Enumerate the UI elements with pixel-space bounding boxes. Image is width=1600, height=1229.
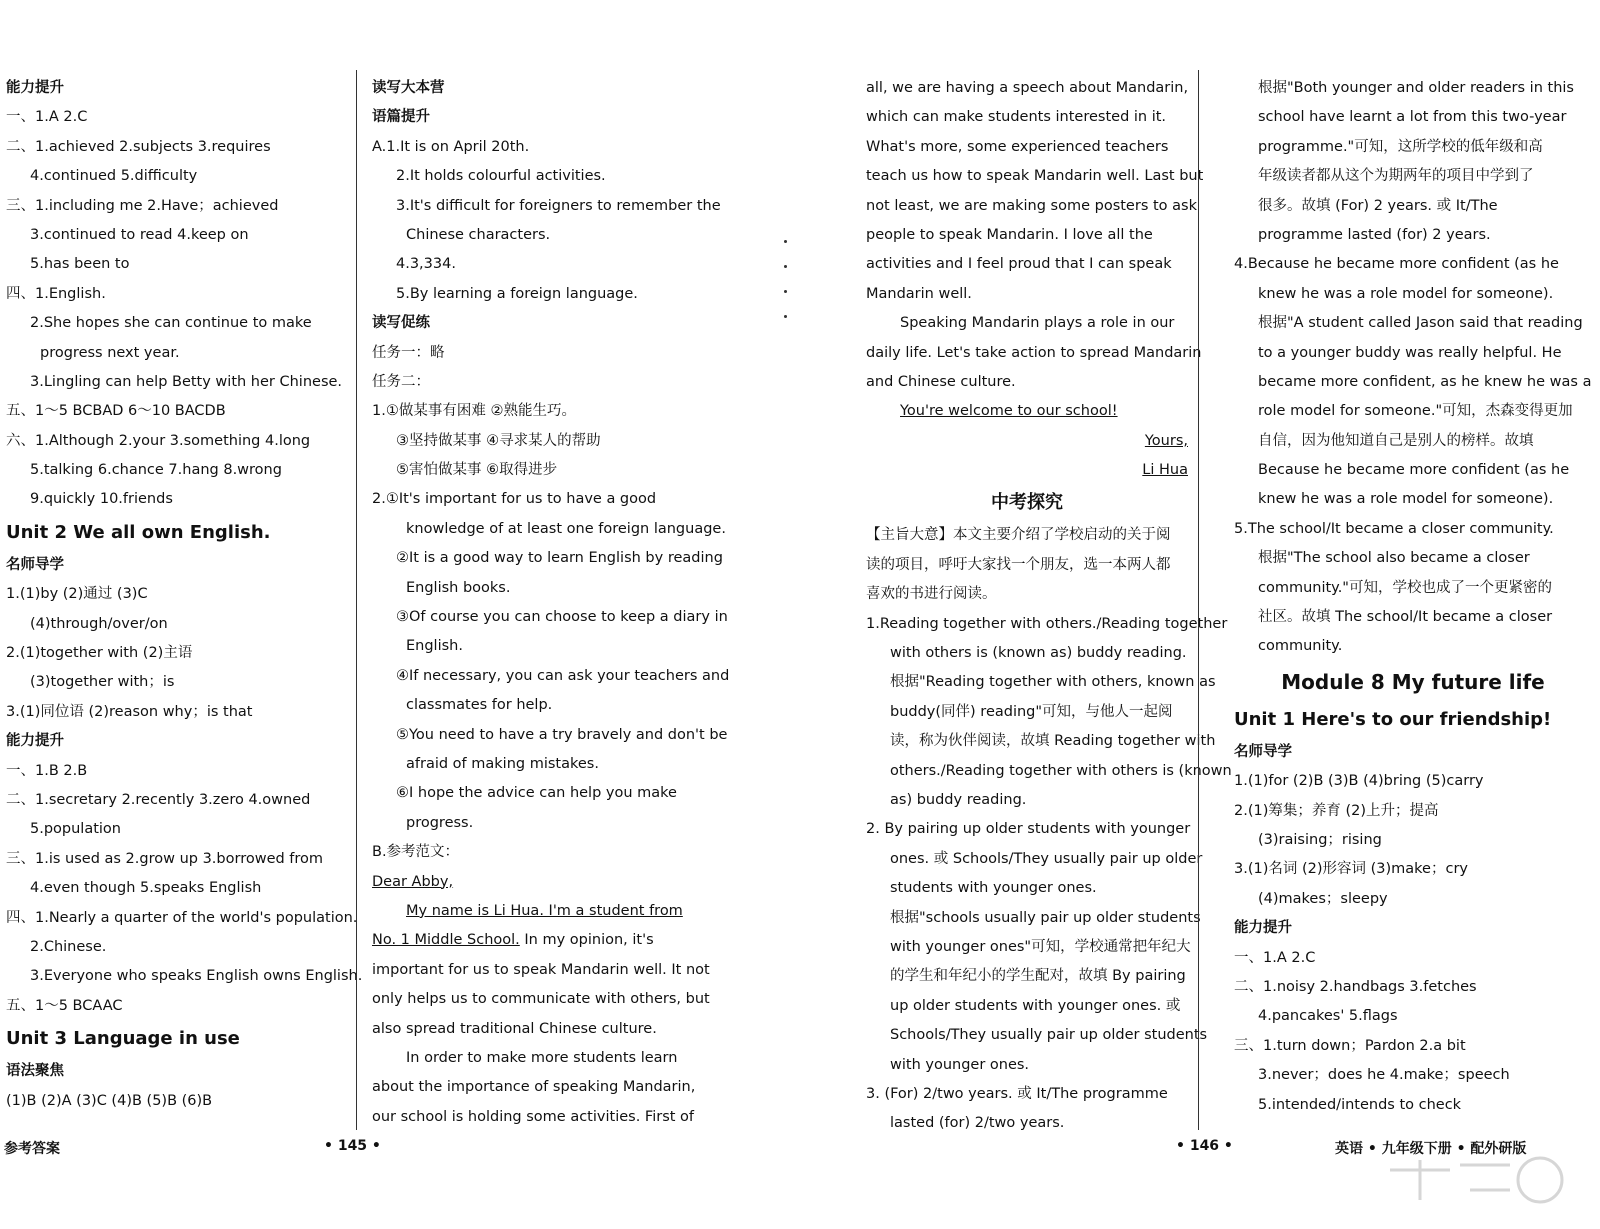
answer-line: 5.population: [30, 821, 121, 838]
column-divider: [1198, 70, 1199, 1130]
answer-line: 1.(1)for (2)B (3)B (4)bring (5)carry: [1234, 773, 1484, 790]
answer-line: ③Of course you can choose to keep a diary in: [396, 609, 728, 626]
answer-line: 4.Because he became more confident (as he: [1234, 256, 1559, 273]
answer-column-1: [6, 74, 363, 1116]
subsection-label: 语篇提升: [372, 109, 430, 126]
answer-line: 【主旨大意】本文主要介绍了学校启动的关于阅: [866, 527, 1171, 544]
answer-line: 很多。故填 (For) 2 years. 或 It/The: [1258, 197, 1498, 214]
answer-line: Speaking Mandarin plays a role in our: [900, 315, 1175, 332]
answer-line: ⑥I hope the advice can help you make: [396, 785, 677, 802]
answer-line: programme lasted (for) 2 years.: [1258, 226, 1491, 243]
answer-line: with others is (known as) buddy reading.: [890, 645, 1187, 662]
answer-line: became more confident, as he knew he was a: [1258, 373, 1592, 390]
answer-line: 1.Reading together with others./Reading together: [866, 615, 1228, 632]
answer-column-2: [372, 74, 730, 1132]
answer-line: (3)together with；is: [30, 674, 175, 691]
answer-line: English.: [406, 638, 463, 655]
answer-line: progress next year.: [40, 344, 180, 361]
answer-line: activities and I feel proud that I can speak: [866, 256, 1172, 273]
answer-line: 根据"A student called Jason said that reading: [1258, 315, 1583, 332]
answer-line: 2.Chinese.: [30, 938, 107, 955]
answer-line: (4)makes；sleepy: [1258, 890, 1388, 907]
answer-line: with younger ones.: [890, 1056, 1030, 1073]
answer-line: 4.pancakes' 5.flags: [1258, 1008, 1398, 1025]
section-heading: Module 8 My future life: [1281, 669, 1545, 694]
answer-line: 五、1～5 BCBAD 6～10 BACDB: [6, 403, 226, 420]
answer-line: all, we are having a speech about Mandarin,: [866, 80, 1189, 96]
answer-line: progress.: [406, 814, 474, 831]
answer-line: What's more, some experienced teachers: [866, 138, 1169, 155]
answer-line: In order to make more students learn: [406, 1049, 678, 1066]
answer-line: buddy(同伴) reading"可知，与他人一起阅: [890, 703, 1173, 720]
answer-line: knew he was a role model for someone).: [1258, 491, 1554, 508]
answer-line: 2. By pairing up older students with younger: [866, 821, 1191, 838]
answer-line: community.: [1258, 638, 1343, 655]
answer-line: 2.It holds colourful activities.: [396, 168, 606, 185]
answer-line: with younger ones"可知，学校通常把年纪大: [890, 938, 1191, 955]
answer-line: 六、1.Although 2.your 3.something 4.long: [6, 432, 311, 449]
answer-line: 3.Everyone who speaks English owns English.: [30, 968, 363, 985]
answer-line: 三、1.turn down；Pardon 2.a bit: [1234, 1037, 1466, 1054]
subsection-label: 能力提升: [6, 733, 64, 750]
answer-line: others./Reading together with others is (known: [890, 762, 1232, 779]
answer-line: about the importance of speaking Mandarin,: [372, 1079, 696, 1096]
answer-line: 三、1.including me 2.Have；achieved: [6, 197, 279, 214]
answer-line: 根据"Both younger and older readers in this: [1258, 80, 1574, 96]
answer-line: 2.(1)筹集；养育 (2)上升；提高: [1234, 802, 1439, 819]
answer-line: 3.It's difficult for foreigners to remember the: [396, 197, 721, 214]
answer-line: Yours,: [1144, 432, 1188, 449]
answer-line: people to speak Mandarin. I love all the: [866, 226, 1153, 243]
answer-line: ④If necessary, you can ask your teachers and: [396, 667, 730, 684]
answer-line: (4)through/over/on: [30, 615, 168, 632]
answer-line: (3)raising；rising: [1258, 831, 1382, 848]
answer-line: ones. 或 Schools/They usually pair up older: [890, 850, 1203, 867]
answer-line: B.参考范文：: [372, 844, 460, 861]
subsection-label: 名师导学: [1234, 743, 1292, 760]
answer-line: and Chinese culture.: [866, 373, 1016, 390]
answer-line: 根据"The school also became a closer: [1258, 550, 1530, 567]
answer-line: teach us how to speak Mandarin well. Last but: [866, 168, 1204, 185]
answer-line: also spread traditional Chinese culture.: [372, 1020, 657, 1037]
answer-line: up older students with younger ones. 或: [890, 997, 1181, 1014]
page-number-right: • 146 •: [1176, 1138, 1233, 1154]
subsection-label: 名师导学: [6, 556, 64, 573]
answer-line: 二、1.achieved 2.subjects 3.requires: [6, 138, 271, 155]
answer-line: Mandarin well.: [866, 285, 972, 302]
answer-line: ⑤害怕做某事 ⑥取得进步: [396, 462, 558, 479]
answer-line: You're welcome to our school!: [900, 403, 1118, 420]
answer-line: 2.①It's important for us to have a good: [372, 491, 657, 508]
subsection-label: 能力提升: [6, 80, 64, 96]
answer-line: 自信，因为他知道自己是别人的榜样。故填: [1258, 432, 1534, 449]
subsection-label: 读写促练: [372, 315, 430, 332]
column-divider: [356, 70, 357, 1130]
answer-line: Because he became more confident (as he: [1258, 462, 1570, 479]
answer-line: lasted (for) 2/two years.: [890, 1115, 1065, 1132]
answer-line: 的学生和年纪小的学生配对，故填 By pairing: [890, 968, 1186, 985]
answer-line: 5.The school/It became a closer community.: [1234, 520, 1554, 537]
answer-line: 根据"schools usually pair up older students: [890, 909, 1201, 926]
section-heading: Unit 3 Language in use: [6, 1028, 240, 1050]
answer-line: ③坚持做某事 ④寻求某人的帮助: [396, 432, 601, 449]
page-number-left: • 145 •: [324, 1138, 381, 1154]
answer-line: important for us to speak Mandarin well. It not: [372, 961, 710, 978]
answer-line: to a younger buddy was really helpful. He: [1258, 344, 1562, 361]
answer-line: A.1.It is on April 20th.: [372, 138, 530, 155]
answer-line: 任务一：略: [372, 344, 445, 361]
answer-line: 社区。故填 The school/It became a closer: [1258, 609, 1553, 626]
answer-line: 5.has been to: [30, 256, 130, 273]
answer-line: 5.talking 6.chance 7.hang 8.wrong: [30, 462, 282, 479]
answer-line: 二、1.secretary 2.recently 3.zero 4.owned: [6, 791, 311, 808]
answer-line: classmates for help.: [406, 697, 553, 714]
answer-line: 4.3,334.: [396, 256, 456, 273]
answer-line: 一、1.A 2.C: [6, 109, 88, 126]
answer-line: 3.continued to read 4.keep on: [30, 226, 249, 243]
answer-line: ⑤You need to have a try bravely and don't be: [396, 726, 728, 743]
answer-line: 四、1.English.: [6, 285, 106, 302]
subsection-label: 读写大本营: [372, 80, 445, 96]
binding-dots: [782, 240, 794, 340]
answer-line: Dear Abby,: [372, 873, 454, 890]
answer-line: Schools/They usually pair up older students: [890, 1027, 1208, 1044]
answer-line: 2.(1)together with (2)主语: [6, 645, 193, 662]
section-heading: Unit 2 We all own English.: [6, 521, 271, 543]
answer-line: 4.continued 5.difficulty: [30, 168, 198, 185]
answer-line: 根据"Reading together with others, known as: [890, 674, 1216, 691]
answer-line: 5.intended/intends to check: [1258, 1096, 1462, 1113]
answer-line: 三、1.is used as 2.grow up 3.borrowed from: [6, 850, 324, 867]
answer-line: 3.Lingling can help Betty with her Chinese.: [30, 373, 343, 390]
answer-line: daily life. Let's take action to spread Mandarin: [866, 344, 1202, 361]
answer-line: 四、1.Nearly a quarter of the world's population.: [6, 909, 358, 926]
answer-line: community."可知，学校也成了一个更紧密的: [1258, 579, 1552, 596]
answer-line: My name is Li Hua. I'm a student from: [406, 902, 683, 919]
answer-line: 9.quickly 10.friends: [30, 491, 173, 508]
page-left: [0, 0, 790, 1229]
answer-line: our school is holding some activities. First of: [372, 1108, 695, 1125]
subsection-label: 能力提升: [1234, 920, 1292, 937]
answer-line: 1.①做某事有困难 ②熟能生巧。: [372, 403, 576, 420]
answer-line: only helps us to communicate with others, but: [372, 991, 710, 1008]
watermark-logo-icon: [1380, 1150, 1590, 1220]
answer-line: 二、1.noisy 2.handbags 3.fetches: [1234, 978, 1477, 995]
answer-line: knew he was a role model for someone).: [1258, 285, 1554, 302]
section-heading: Unit 1 Here's to our friendship!: [1234, 708, 1552, 730]
answer-line: (1)B (2)A (3)C (4)B (5)B (6)B: [6, 1092, 213, 1109]
answer-line: not least, we are making some posters to ask: [866, 197, 1197, 214]
section-heading: 中考探究: [991, 492, 1063, 514]
answer-line: programme."可知，这所学校的低年级和高: [1258, 138, 1543, 155]
page-right: [800, 0, 1600, 1229]
answer-line: 任务二：: [372, 373, 430, 390]
answer-column-4: [1234, 74, 1592, 1120]
footer-label-right: 英语 • 九年级下册 • 配外研版: [1335, 1141, 1527, 1157]
answer-line: 3.(1)同位语 (2)reason why；is that: [6, 703, 253, 720]
answer-line: Li Hua: [1142, 462, 1188, 479]
answer-line: 一、1.B 2.B: [6, 762, 88, 779]
answer-line: Chinese characters.: [406, 226, 551, 243]
subsection-label: 语法聚焦: [6, 1063, 64, 1080]
answer-line: 3. (For) 2/two years. 或 It/The programme: [866, 1085, 1168, 1102]
answer-line: 3.(1)名词 (2)形容词 (3)make；cry: [1234, 861, 1468, 878]
answer-line: 2.She hopes she can continue to make: [30, 315, 312, 332]
answer-line: knowledge of at least one foreign language.: [406, 520, 726, 537]
answer-line: 1.(1)by (2)通过 (3)C: [6, 586, 148, 603]
answer-column-3: [866, 74, 1232, 1139]
answer-line: 4.even though 5.speaks English: [30, 880, 262, 897]
answer-line: 年级读者都从这个为期两年的项目中学到了: [1258, 168, 1534, 185]
answer-line: 读，称为伙伴阅读，故填 Reading together with: [890, 733, 1216, 750]
answer-line: as) buddy reading.: [890, 791, 1027, 808]
answer-line: ②It is a good way to learn English by reading: [396, 550, 723, 567]
answer-line: English books.: [406, 579, 511, 596]
answer-line: students with younger ones.: [890, 880, 1097, 897]
answer-line: 3.never；does he 4.make；speech: [1258, 1067, 1510, 1084]
answer-line: afraid of making mistakes.: [406, 755, 599, 772]
footer-label-left: 参考答案: [4, 1141, 60, 1157]
answer-line: 喜欢的书进行阅读。: [866, 586, 997, 603]
answer-line: No. 1 Middle School. In my opinion, it's: [372, 932, 654, 949]
answer-line: which can make students interested in it.: [866, 109, 1167, 126]
answer-line: school have learnt a lot from this two-year: [1258, 109, 1567, 126]
answer-line: 5.By learning a foreign language.: [396, 285, 638, 302]
answer-line: 读的项目，呼吁大家找一个朋友，选一本两人都: [866, 556, 1171, 573]
answer-line: role model for someone."可知，杰森变得更加: [1258, 403, 1573, 420]
answer-line: 一、1.A 2.C: [1234, 949, 1316, 966]
answer-line: 五、1～5 BCAAC: [6, 997, 123, 1014]
